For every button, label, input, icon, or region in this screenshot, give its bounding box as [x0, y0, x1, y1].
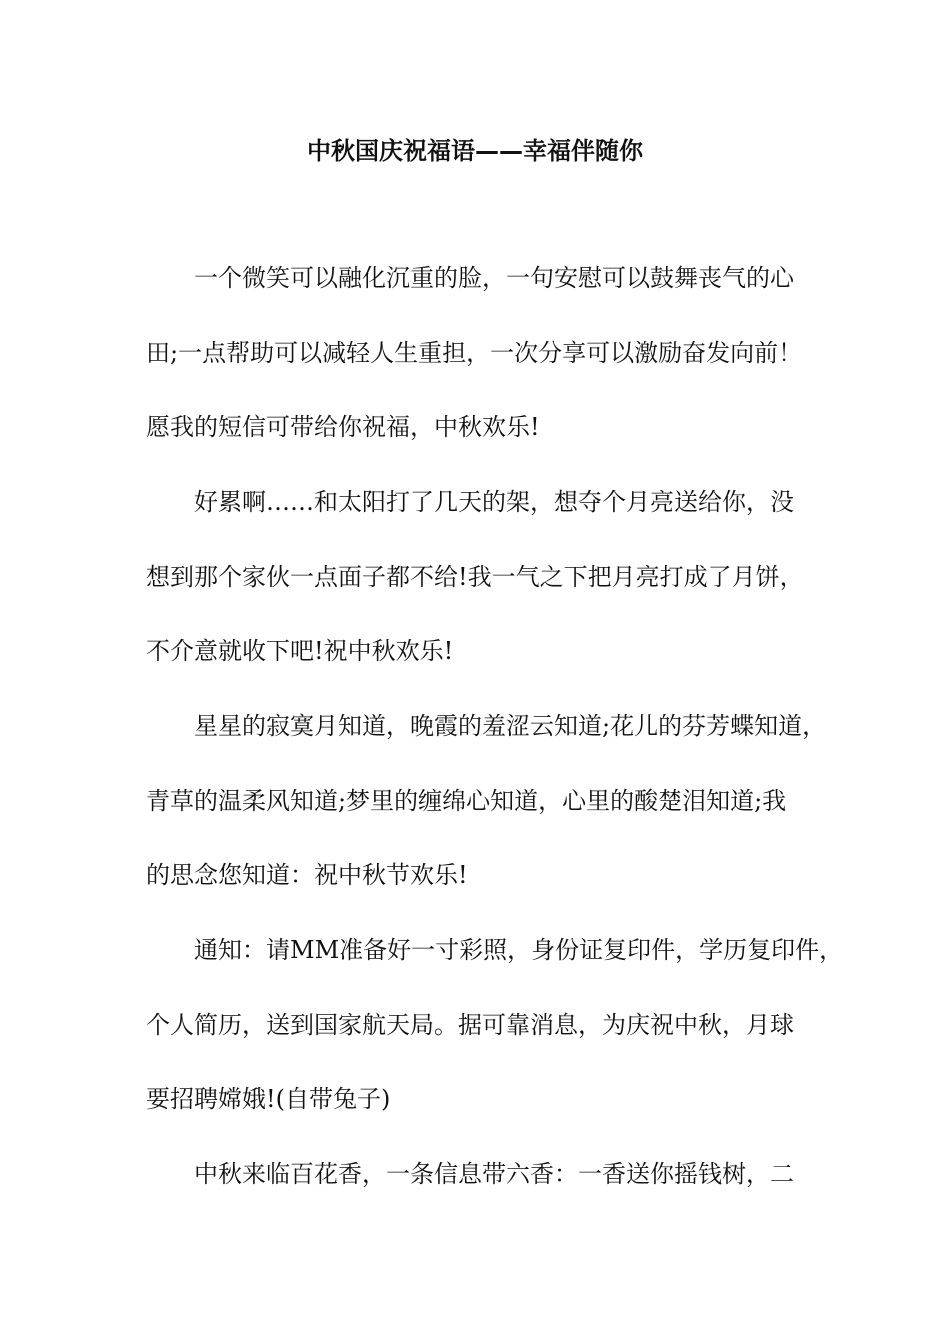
paragraph-line: 的思念您知道：祝中秋节欢乐! [146, 861, 468, 889]
paragraph-line: 通知：请MM准备好一寸彩照，身份证复印件，学历复印件， [194, 936, 844, 964]
paragraph-line: 青草的温柔风知道;梦里的缠绵心知道，心里的酸楚泪知道;我 [146, 787, 787, 815]
paragraph-line: 愿我的短信可带给你祝福，中秋欢乐! [146, 413, 540, 441]
paragraph-line: 星星的寂寞月知道，晚霞的羞涩云知道;花儿的芬芳蝶知道， [194, 712, 827, 740]
paragraph-line: 田;一点帮助可以减轻人生重担，一次分享可以激励奋发向前！ [146, 339, 803, 367]
paragraph-line: 中秋来临百花香，一条信息带六香：一香送你摇钱树，二 [194, 1160, 794, 1188]
paragraph-line: 一个微笑可以融化沉重的脸，一句安慰可以鼓舞丧气的心 [194, 264, 794, 292]
paragraph-line: 好累啊……和太阳打了几天的架，想夺个月亮送给你，没 [194, 488, 794, 516]
paragraph-line: 个人简历，送到国家航天局。据可靠消息，为庆祝中秋，月球 [146, 1011, 794, 1039]
paragraph-line: 不介意就收下吧!祝中秋欢乐! [146, 637, 454, 665]
paragraph-line: 想到那个家伙一点面子都不给!我一气之下把月亮打成了月饼， [146, 563, 804, 591]
paragraph-line: 要招聘嫦娥!(自带兔子) [146, 1085, 391, 1113]
document-title: 中秋国庆祝福语——幸福伴随你 [307, 137, 643, 165]
